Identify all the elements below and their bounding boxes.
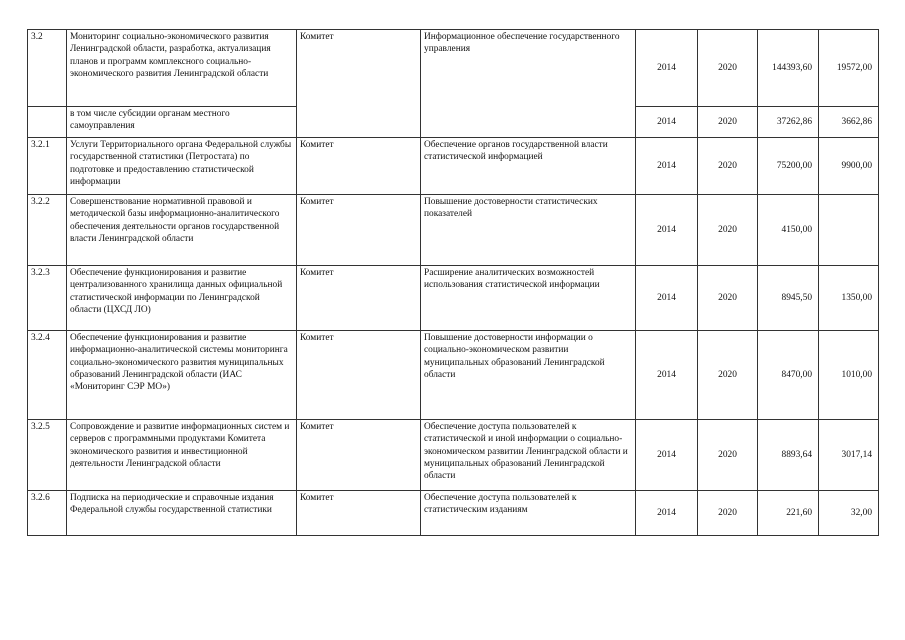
executor: Комитет (297, 30, 421, 138)
end-year: 2020 (698, 195, 758, 266)
end-year: 2020 (698, 30, 758, 107)
start-year: 2014 (636, 195, 698, 266)
total-funding: 8945,50 (758, 266, 819, 331)
expected-result: Обеспечение доступа пользователей к статистическим изданиям (421, 491, 636, 536)
start-year: 2014 (636, 30, 698, 107)
table-row (28, 331, 879, 420)
total-funding: 37262,86 (758, 107, 819, 138)
year-funding: 9900,00 (819, 138, 879, 195)
year-funding (819, 195, 879, 266)
executor: Комитет (297, 420, 421, 491)
executor: Комитет (297, 195, 421, 266)
expected-result: Повышение достоверности статистических показателей (421, 195, 636, 266)
row-number: 3.2.4 (28, 331, 67, 420)
table-row (28, 491, 879, 536)
executor: Комитет (297, 491, 421, 536)
expected-result: Обеспечение органов государственной власти статистической информацией (421, 138, 636, 195)
expected-result: Обеспечение доступа пользователей к статистической и иной информации о социально-экономическом развитии Ленинградской области и муниципальных образований Ленинградской области (421, 420, 636, 491)
table-row (28, 195, 879, 266)
year-funding: 19572,00 (819, 30, 879, 107)
expected-result: Расширение аналитических возможностей использования статистической информации (421, 266, 636, 331)
end-year: 2020 (698, 331, 758, 420)
year-funding: 3017,14 (819, 420, 879, 491)
start-year: 2014 (636, 420, 698, 491)
table-row (28, 30, 879, 107)
executor: Комитет (297, 331, 421, 420)
row-number (28, 107, 67, 138)
activity-name: Обеспечение функционирования и развитие информационно-аналитической системы мониторинга социально-экономического развития муниципальных образований Ленинградской области (ИАС «Мониторинг СЭР МО») (67, 331, 297, 420)
table-row (28, 138, 879, 195)
row-number: 3.2.1 (28, 138, 67, 195)
executor: Комитет (297, 266, 421, 331)
total-funding: 8470,00 (758, 331, 819, 420)
total-funding: 75200,00 (758, 138, 819, 195)
row-number: 3.2 (28, 30, 67, 107)
total-funding: 8893,64 (758, 420, 819, 491)
activity-name: Мониторинг социально-экономического развития Ленинградской области, разработка, актуализация планов и программ комплексного социально-экономического развития Ленинградской области (67, 30, 297, 107)
end-year: 2020 (698, 138, 758, 195)
start-year: 2014 (636, 138, 698, 195)
start-year: 2014 (636, 491, 698, 536)
row-number: 3.2.6 (28, 491, 67, 536)
row-number: 3.2.5 (28, 420, 67, 491)
row-number: 3.2.2 (28, 195, 67, 266)
year-funding: 32,00 (819, 491, 879, 536)
activity-name: Услуги Территориального органа Федеральной службы государственной статистики (Петростата) по подготовке и предоставлению статистической информации (67, 138, 297, 195)
end-year: 2020 (698, 107, 758, 138)
executor: Комитет (297, 138, 421, 195)
year-funding: 3662,86 (819, 107, 879, 138)
table-row (28, 420, 879, 491)
activity-name: Обеспечение функционирования и развитие централизованного хранилища данных официальной статистической информации по Ленинградской области (ЦХСД ЛО) (67, 266, 297, 331)
total-funding: 144393,60 (758, 30, 819, 107)
expected-result: Информационное обеспечение государственного управления (421, 30, 636, 138)
start-year: 2014 (636, 266, 698, 331)
start-year: 2014 (636, 107, 698, 138)
program-table (27, 29, 879, 536)
table-row (28, 266, 879, 331)
year-funding: 1010,00 (819, 331, 879, 420)
start-year: 2014 (636, 331, 698, 420)
end-year: 2020 (698, 266, 758, 331)
activity-name: Сопровождение и развитие информационных систем и серверов с программными продуктами Комитета экономического развития и инвестиционной деятельности Ленинградской области (67, 420, 297, 491)
activity-name: Подписка на периодические и справочные издания Федеральной службы государственной статистики (67, 491, 297, 536)
end-year: 2020 (698, 420, 758, 491)
end-year: 2020 (698, 491, 758, 536)
activity-name: в том числе субсидии органам местного самоуправления (67, 107, 297, 138)
row-number: 3.2.3 (28, 266, 67, 331)
activity-name: Совершенствование нормативной правовой и методической базы информационно-аналитического обеспечения деятельности органов государственной власти Ленинградской области (67, 195, 297, 266)
year-funding: 1350,00 (819, 266, 879, 331)
total-funding: 221,60 (758, 491, 819, 536)
total-funding: 4150,00 (758, 195, 819, 266)
expected-result: Повышение достоверности информации о социально-экономическом развитии муниципальных образований Ленинградской области (421, 331, 636, 420)
